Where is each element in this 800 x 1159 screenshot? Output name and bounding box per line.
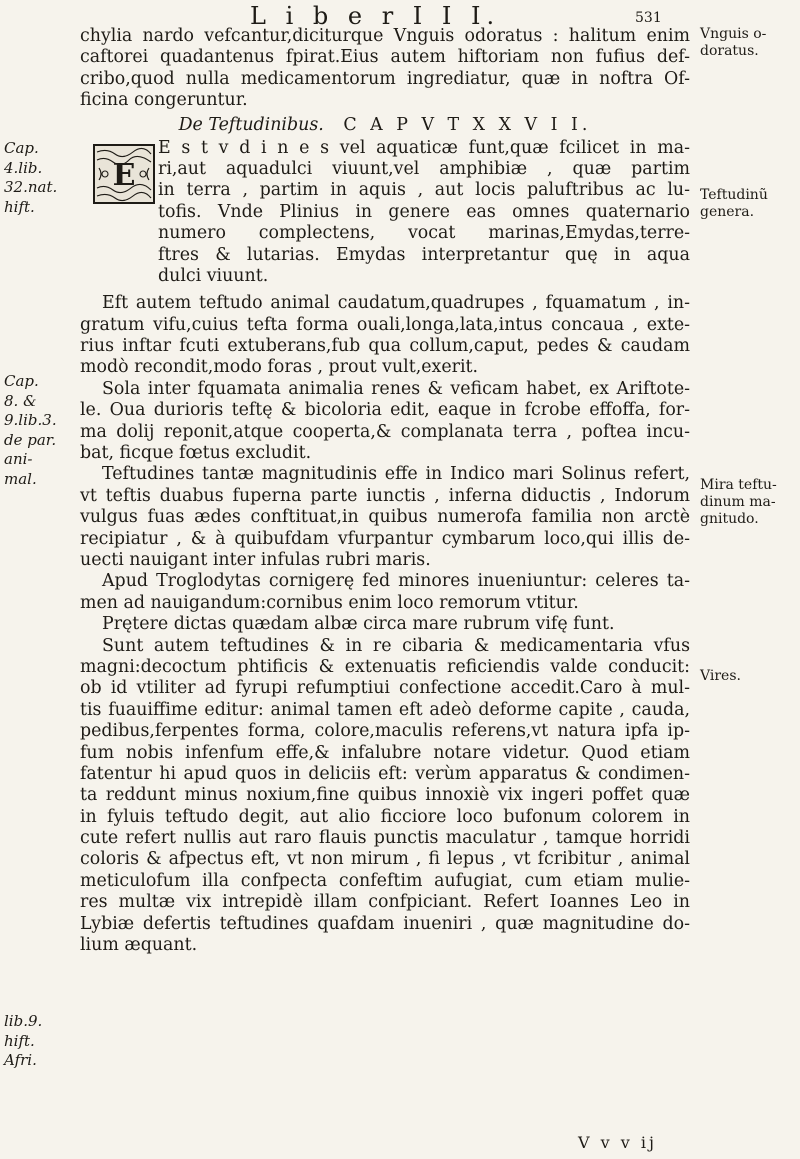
text-line: men ad nauigandum:cornibus enim loco remorum vtitur. [80,592,579,613]
margin-note-right [700,187,796,221]
margin-note-line: gnitudo. [700,511,759,527]
margin-note-line: de par. [4,430,57,449]
margin-note-line: Vnguis o- [700,26,767,42]
margin-note-line: 4.lib. [4,158,43,177]
chapter-heading [80,114,690,136]
text-line: Lybiæ defertis teftudines quafdam inueniri , quæ magnitudine do- [80,913,690,934]
text-line: uecti nauigant inter infulas rubri maris. [80,549,431,570]
margin-note-line: 9.lib.3. [4,411,57,429]
text-line: ta reddunt minus noxium,fine quibus innoxiè vix ingeri poffet quæ [80,785,690,806]
margin-note-line: lib.9. [4,1012,43,1030]
margin-note-line: doratus. [700,43,759,59]
margin-note-right [700,477,796,528]
margin-note-line: Cap. [4,372,39,390]
text-line: in terra , partim in aquis , aut locis paluftribus ac lu- [158,180,690,201]
text-line: meticulofum illa confpecta confeftim aufugiat, cum etiam mulie- [80,870,690,891]
margin-note-line: Mira teftu- [700,477,777,493]
text-line: dulci viuunt. [158,265,269,286]
svg-text:E: E [112,158,136,193]
text-line: caftorei quadantenus fpirat.Eius autem hiftoriam non fufius def- [80,47,690,68]
catchword: V v v ij [578,1133,657,1152]
chapter-title: De Teftudinibus. [178,114,324,135]
text-line: Prętere dictas quædam albæ circa mare rubrum vifę funt. [102,614,615,635]
text-line: gratum vifu,cuius tefta forma ouali,longa,lata,intus concaua , exte- [80,314,690,335]
text-line: numero complectens, vocat marinas,Emydas,terre- [158,223,690,244]
decorated-initial-icon [93,144,155,204]
margin-note-line: Vires. [700,668,741,684]
text-line: in fyluis teftudo degit, aut alio ficciore loco bufonum colorem in [80,806,690,827]
margin-note-line: Cap. [4,139,39,157]
text-line: magni:decoctum phtificis & extenuatis reficiendis valde conducit: [80,656,690,677]
margin-note-line: dinum ma- [700,494,776,510]
text-line: modò recondit,modo foras , prout vult,exerit. [80,357,479,378]
text-line: Teftudines tantæ magnitudinis effe in Indico mari Solinus refert, [102,464,690,485]
text-line: tofis. Vnde Plinius in genere eas omnes quaternario [158,201,690,222]
text-line: ma dolij reponit,atque cooperta,& complanata terra , poftea incu- [80,421,690,442]
margin-note-line: Teftudinũ [700,187,768,203]
margin-note-left [4,1012,76,1071]
text-line: Sola inter fquamata animalia renes & veficam habet, ex Ariftote- [102,378,690,399]
text-line: Sunt autem teftudines & in re cibaria & medicamentaria vfus [102,635,690,656]
margin-note-line: 32.nat. [4,178,58,196]
text-line: rius inftar fcuti extuberans,fub qua collum,caput, pedes & caudam [80,336,690,357]
margin-note-line: 8. & [4,391,37,410]
text-line: coloris & afpectus eft, vt non mirum , fi lepus , vt fcribitur , animal [80,849,690,870]
margin-note-line: hift. [4,1031,35,1050]
text-line: vt teftis duabus fuperna parte iunctis , inferna diductis , Indorum [80,485,690,506]
text-line: Eft autem teftudo animal caudatum,quadrupes , fquamatum , in- [102,293,690,314]
margin-note-line: hift. [4,197,35,216]
main-text [80,26,690,956]
running-head-title: L i b e r I I I. [250,2,501,30]
margin-note-line: Afri. [4,1051,37,1069]
margin-note-line: genera. [700,204,755,220]
margin-note-line: ani- [4,450,33,468]
text-line: tis fuauiffime editur: animal tamen eft adeò deforme capite , cauda, [80,699,690,720]
page-number: 531 [635,10,662,26]
text-line: recipiatur , & à quibufdam vfurpantur cymbarum loco,qui illis de- [80,528,690,549]
margin-note-right [700,668,796,685]
chapter-number: C A P V T X X V I I. [343,114,592,135]
text-line: vulgus fuas ædes conftituat,in quibus numerofa familia non arctè [80,507,690,528]
text-line: res multæ vix intrepidè illam confpiciant. Refert Ioannes Leo in [80,892,690,913]
text-line: Apud Troglodytas cornigerę fed minores inueniuntur: celeres ta- [102,571,690,592]
text-line: bat, ficque fœtus excludit. [80,443,312,464]
text-line: cribo,quod nulla medicamentorum ingrediatur, quæ in noftra Of- [80,68,690,89]
text-line: ficina congeruntur. [80,90,248,111]
text-line: cute refert nullis aut raro flauis punctis maculatur , tamque horridi [80,828,690,849]
text-line: ri,aut aquadulci viuunt,vel amphibiæ , quæ partim [158,158,690,179]
margin-note-left [4,372,76,489]
text-line: ftres & lutarias. Emydas interpretantur quę in aqua [158,244,690,265]
text-line: fatentur hi apud quos in deliciis eft: verùm apparatus & condimen- [80,763,690,784]
margin-note-line: mal. [4,469,37,488]
margin-note-left [4,139,76,217]
text-line: ob id vtiliter ad fyrupi refumptiui confectione accedit.Caro à mul- [80,678,690,699]
text-line: le. Oua durioris teftę & bicoloria edit, eaque in fcrobe effoffa, for- [80,400,690,421]
margin-note-right [700,26,796,60]
text-line: fum nobis infenfum effe,& infalubre notare videtur. Quod etiam [80,742,690,763]
text-line: chylia nardo vefcantur,diciturque Vnguis odoratus : halitum enim [80,26,690,46]
text-line: E s t v d i n e s vel aquaticæ funt,quæ fcilicet in ma- [158,137,690,158]
text-line: pedibus,ferpentes forma, colore,maculis referens,vt natura ipfa ip- [80,721,690,742]
text-line: lium æquant. [80,935,198,956]
